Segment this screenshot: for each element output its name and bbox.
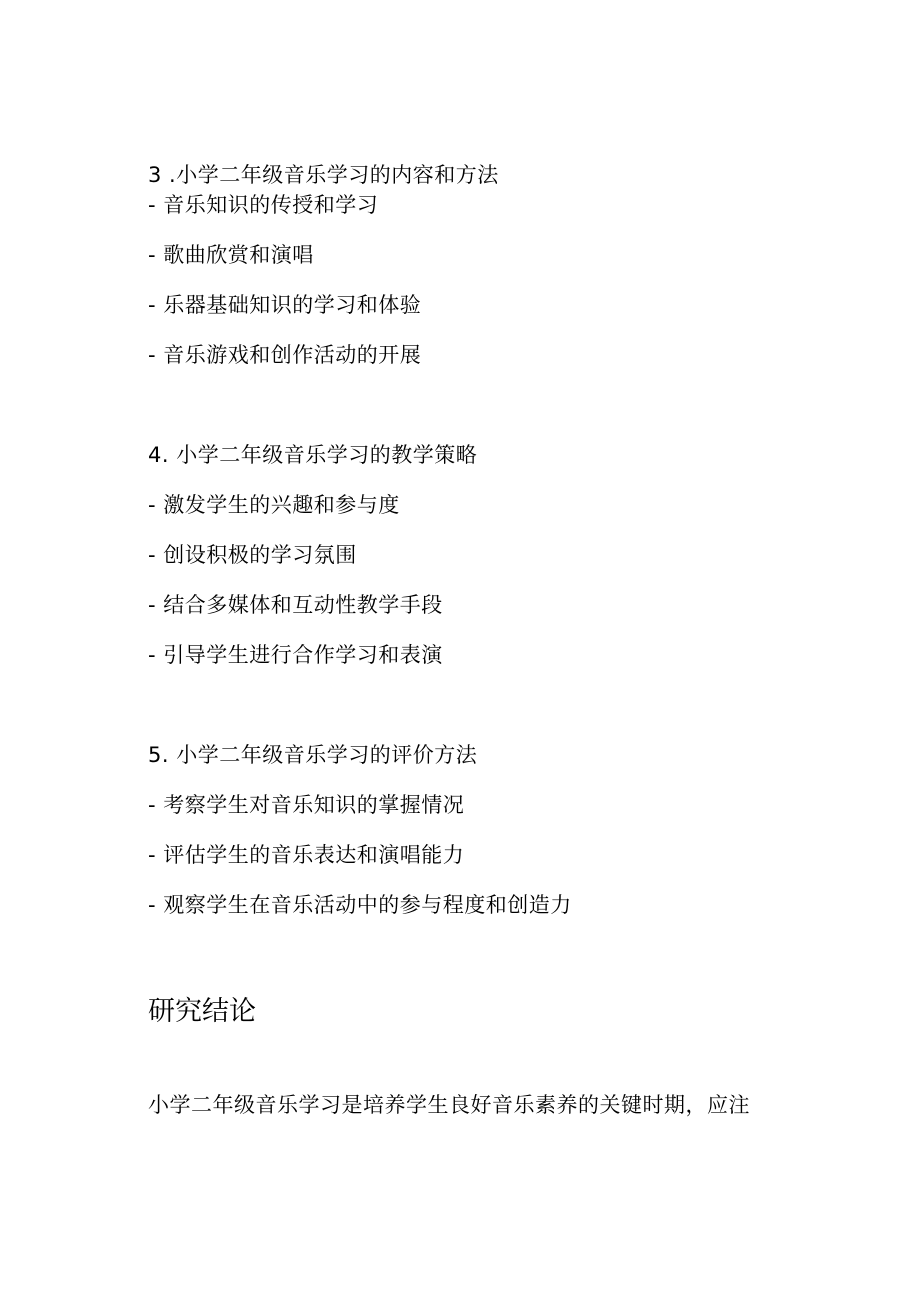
list-item: - 音乐游戏和创作活动的开展 [148,343,422,367]
section-title: 5. 小学二年级音乐学习的评价方法 [148,743,478,767]
list-item: - 创设积极的学习氛围 [148,543,357,567]
list-item: - 歌曲欣赏和演唱 [148,243,314,267]
list-item: - 引导学生进行合作学习和表演 [148,643,443,667]
list-item: - 乐器基础知识的学习和体验 [148,293,422,317]
list-item: - 观察学生在音乐活动中的参与程度和创造力 [148,893,572,917]
list-item: - 评估学生的音乐表达和演唱能力 [148,843,465,867]
conclusion-paragraph: 小学二年级音乐学习是培养学生良好音乐素养的关键时期，应注 [148,1093,750,1117]
section-title: 4. 小学二年级音乐学习的教学策略 [148,443,478,467]
list-item: - 激发学生的兴趣和参与度 [148,493,400,517]
list-item: - 考察学生对音乐知识的掌握情况 [148,793,465,817]
list-item: - 结合多媒体和互动性教学手段 [148,593,443,617]
list-item: - 音乐知识的传授和学习 [148,193,379,217]
conclusion-heading: 研究结论 [148,996,256,1027]
section-title: 3 .小学二年级音乐学习的内容和方法 [148,163,499,187]
